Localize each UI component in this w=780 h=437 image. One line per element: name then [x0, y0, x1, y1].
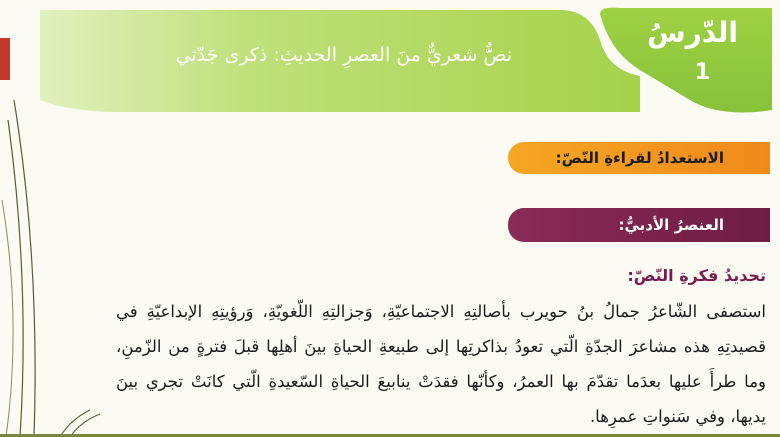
- lesson-label: الدّرسُ: [646, 16, 738, 49]
- body-paragraph: استصفى الشّاعرُ جمالُ بنُ حويرب بأصالتِهِ الاجتماعيّةِ، وَجزالتِهِ اللّغويّةِ، وَرؤيتِهِ الإبداعيّةِ في قصيدتِهِ هذه مشاعرَ الجدّةِ الّتي تعودُ بذاكرتِها إلى طبيعةِ الحياةِ بينَ أهلِها قبلَ فترةٍ من الزّمنِ، وما طرأَ عليها بعدَما تقدّمَ بها العمرُ، وكأنّها فقدَتْ ينابيعَ الحياةِ السّعيدةِ الّتي كانَتْ تجري بينَ يديها، وفي سَنواتِ عمرِها.: [116, 302, 766, 426]
- red-edge-marker: [0, 38, 10, 80]
- literary-element-heading: [508, 208, 770, 242]
- lesson-number: 1: [694, 60, 710, 85]
- reading-prep-label: الاستعدادُ لقراءةِ النّصّ:: [555, 149, 724, 167]
- text-idea-subheading: تحديدُ فكرةِ النّصّ:: [627, 266, 766, 285]
- literary-element-label: العنصرُ الأدبيُّ:: [618, 216, 724, 234]
- reading-prep-heading: [508, 142, 770, 174]
- lesson-title: نصٌّ شعريٌّ منَ العصرِ الحديثِ: ذكرى جَدّتي: [175, 44, 512, 66]
